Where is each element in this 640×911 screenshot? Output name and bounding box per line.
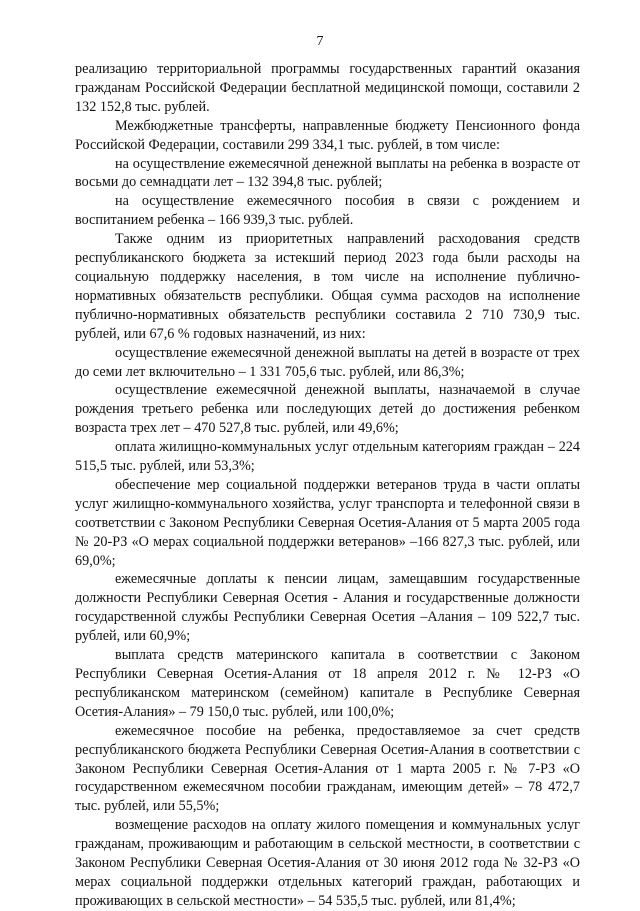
paragraph-maternity-capital: выплата средств материнского капитала в соответствии с Законом Республики Северная Осетия-Алания от 18 апреля 2012 г. № 12-РЗ «О республиканском материнском (семейном) капитале в Республике Северная Осетия-Алания» – 79 150,0 тыс. рублей, или 100,0%; xyxy=(75,647,580,720)
paragraph-third-child-payment: осуществление ежемесячной денежной выплаты, назначаемой в случае рождения третьего ребенка или последующих детей до достижения ребенком возраста трех лет – 470 527,8 тыс. рублей, или 49,6%; xyxy=(75,382,580,437)
paragraph-child-payment-8-17: на осуществление ежемесячной денежной выплаты на ребенка в возрасте от восьми до семнадцати лет – 132 394,8 тыс. рублей; xyxy=(75,155,580,191)
paragraph-social-support-total: Также одним из приоритетных направлений расходования средств республиканского бюджета за истекший период 2023 года были расходы на социальную поддержку населения, в том числе на исполнение публично-нормативных обязательств республики. Общая сумма расходов на исполнение публично-нормативных обязательств республики составила 2 710 730,9 тыс. рублей, или 67,6 % годовых назначений, из них: xyxy=(75,231,580,342)
paragraph-continuation: реализацию территориальной программы государственных гарантий оказания гражданам Российской Федерации бесплатной медицинской помощи, составили 2 132 152,8 тыс. рублей. xyxy=(75,61,580,115)
paragraph-interbudget-transfers: Межбюджетные трансферты, направленные бюджету Пенсионного фонда Российской Федерации, составили 299 334,1 тыс. рублей, в том числе: xyxy=(75,117,580,153)
paragraph-housing-utilities: оплата жилищно-коммунальных услуг отдельным категориям граждан – 224 515,5 тыс. рублей, или 53,3%; xyxy=(75,439,580,475)
paragraph-rural-compensation: возмещение расходов на оплату жилого помещения и коммунальных услуг гражданам, проживающим и работающим в сельской местности, в соответствии с Законом Республики Северная Осетия-Алания от 30 июня 2012 года № 32-РЗ «О мерах социальной поддержки отдельных категорий граждан, работающих и проживающих в сельской местности» – 54 535,5 тыс. рублей, или 81,4%; xyxy=(75,817,580,909)
paragraph-child-allowance: ежемесячное пособие на ребенка, предоставляемое за счет средств республиканского бюджета Республики Северная Осетия-Алания в соответствии с Законом Республики Северная Осетия-Алания от 1 марта 2005 г. № 7-РЗ «О государственном ежемесячном пособии гражданам, имеющим детей» – 78 472,7 тыс. рублей, или 55,5%; xyxy=(75,722,580,815)
page-number: 7 xyxy=(316,34,324,49)
paragraph-pension-supplements: ежемесячные доплаты к пенсии лицам, замещавшим государственные должности Республики Северная Осетия - Алания и государственные должности государственной службы Республики Северная Осетия –Алания – 109 522,7 тыс. рублей, или 60,9%; xyxy=(75,571,580,645)
paragraph-labor-veterans: обеспечение мер социальной поддержки ветеранов труда в части оплаты услуг жилищно-коммунального хозяйства, услуг транспорта и телефонной связи в соответствии с Законом Республики Северная Осетия-Алания от 5 марта 2005 года № 20-РЗ «О мерах социальной поддержки ветеранов» –166 827,3 тыс. рублей, или 69,0%; xyxy=(75,476,580,569)
paragraph-birth-allowance: на осуществление ежемесячного пособия в связи с рождением и воспитанием ребенка – 166 939,3 тыс. рублей. xyxy=(75,193,580,229)
document-body xyxy=(75,60,580,911)
paragraph-child-payment-3-7: осуществление ежемесячной денежной выплаты на детей в возрасте от трех до семи лет включительно – 1 331 705,6 тыс. рублей, или 86,3%; xyxy=(75,344,580,380)
